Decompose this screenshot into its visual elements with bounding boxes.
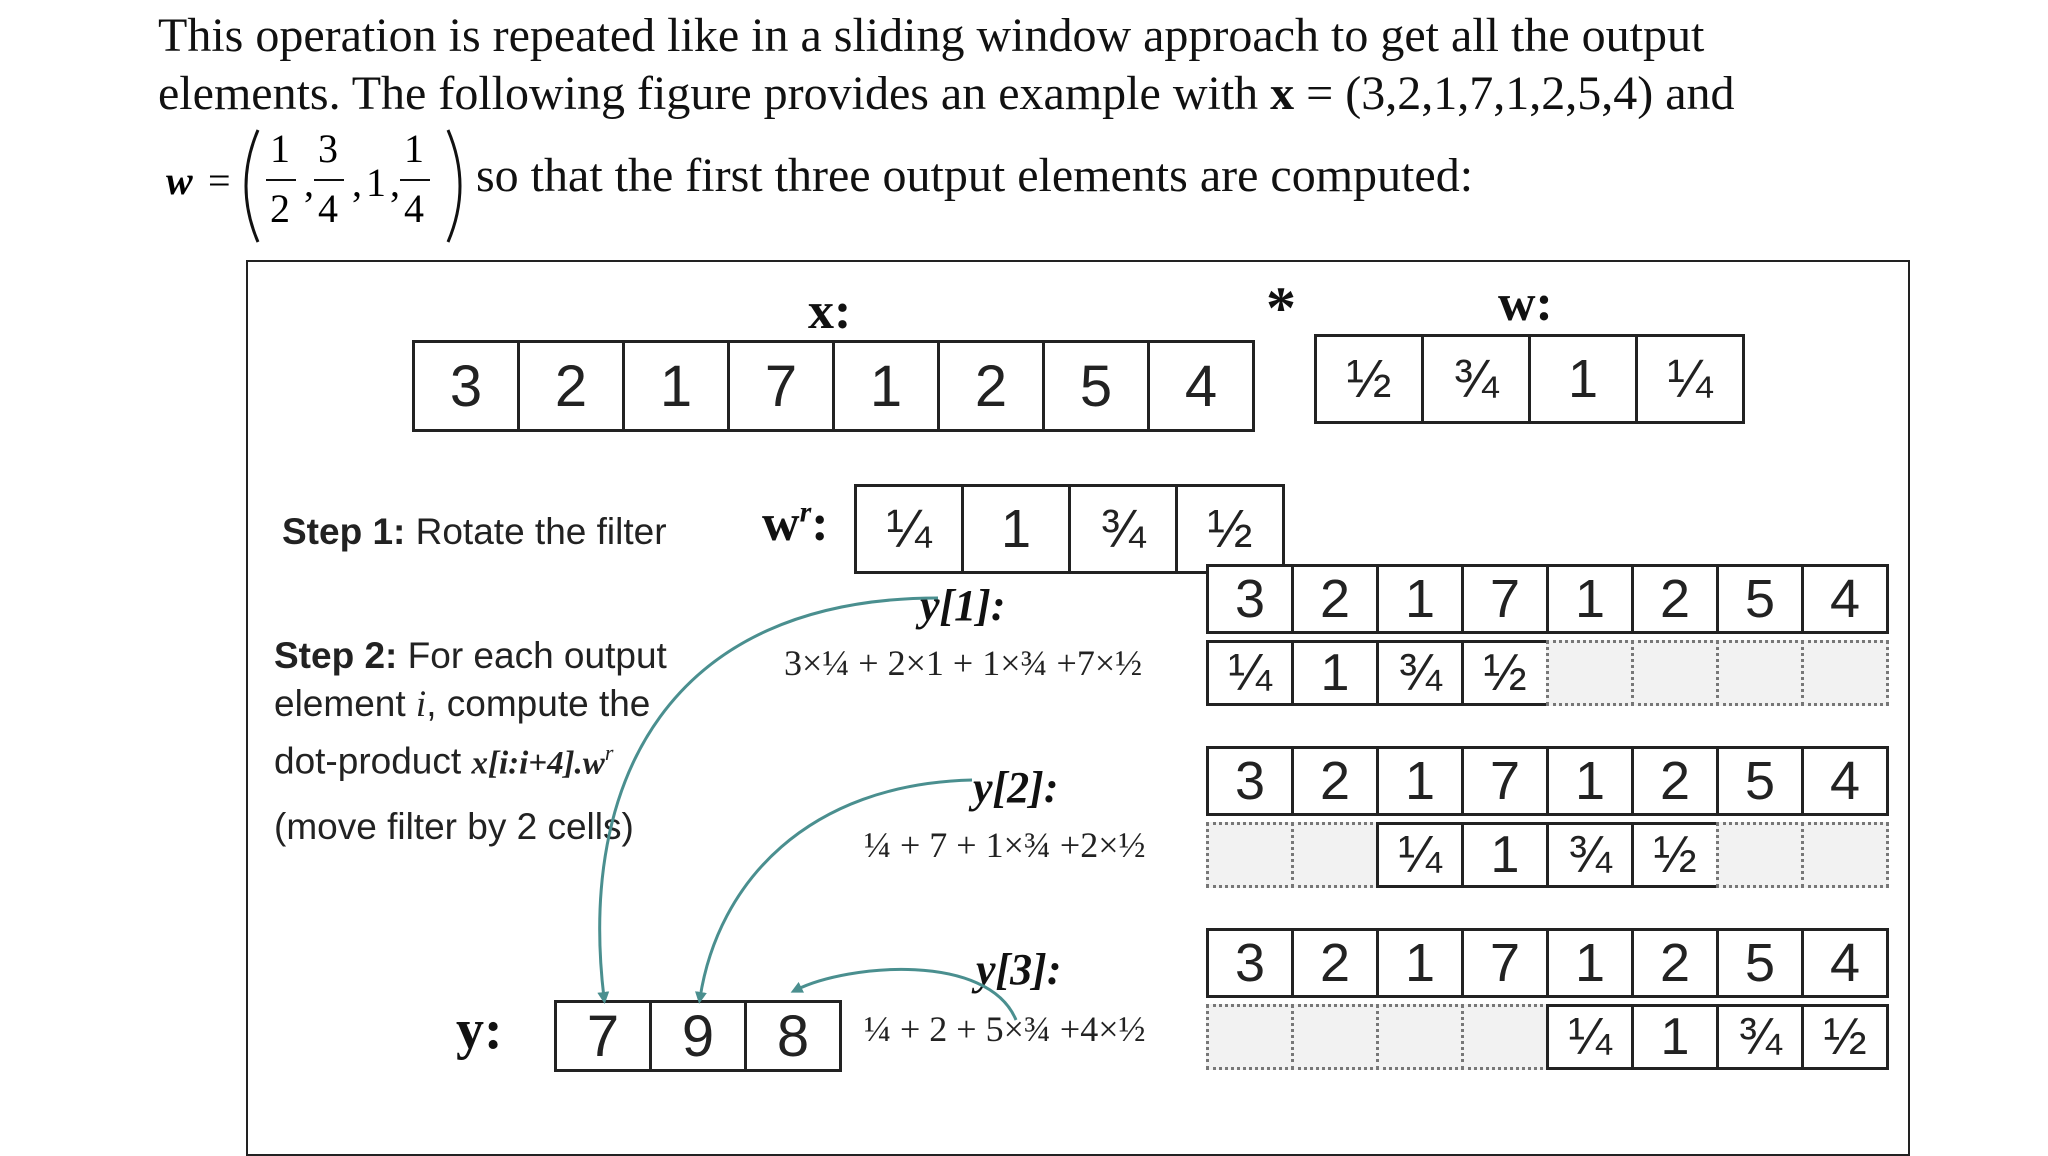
row-2-filter-cell: ¾ [1546, 822, 1634, 888]
paragraph-line-3: so that the first three output elements are computed: [476, 149, 1474, 202]
row-2-filter-cell: 1 [1461, 822, 1549, 888]
wr-cell-4: ½ [1175, 484, 1285, 574]
row-1-x-cell-6: 2 [1631, 564, 1719, 634]
fraction-comma: , [304, 160, 314, 205]
w-cell-3: 1 [1528, 334, 1638, 424]
row-1-filter-cell: ½ [1461, 640, 1549, 706]
row-1-x-cell-4: 7 [1461, 564, 1549, 634]
row-3-x-cell-4: 7 [1461, 928, 1549, 998]
row-3-x-cell-1: 3 [1206, 928, 1294, 998]
fraction-numerator: 1 [270, 126, 290, 171]
paragraph-line-1: This operation is repeated like in a sliding window approach to get all the output [158, 9, 1705, 62]
row-3-x-cell-2: 2 [1291, 928, 1379, 998]
x-cell-3: 1 [622, 340, 730, 432]
x-cell-7: 5 [1042, 340, 1150, 432]
fraction-denominator: 2 [270, 186, 290, 231]
row-3-x-cell-6: 2 [1631, 928, 1719, 998]
x-label: x: [808, 283, 852, 340]
paragraph-line-2-start: elements. The following figure provides an example with [158, 67, 1271, 120]
row-3-output-label: y[3]: [976, 945, 1062, 994]
y-cell-1: 7 [554, 1000, 652, 1072]
fraction-denominator: 4 [318, 186, 338, 231]
y-label: y: [456, 999, 503, 1061]
fraction-numerator: 1 [404, 126, 424, 171]
row-1-x-cell-8: 4 [1801, 564, 1889, 634]
paragraph-line-2-end: = (3,2,1,7,1,2,5,4) and [1294, 67, 1735, 120]
y-cell-2: 9 [649, 1000, 747, 1072]
row-3-x-cell-5: 1 [1546, 928, 1634, 998]
w-symbol: w [166, 158, 193, 203]
paragraph-line-2 [158, 66, 1735, 122]
row-1-filter-cell: 1 [1291, 640, 1379, 706]
step1-heading: Step 1: [282, 511, 406, 552]
w-equals: = [208, 158, 231, 203]
fraction-comma: , [390, 160, 400, 205]
step2-dot-product-sup: r [604, 740, 614, 765]
wr-colon: : [811, 495, 829, 552]
row-2-expression: ¼ + 7 + 1×¾ +2×½ [864, 825, 1146, 865]
row-1-x-cell-5: 1 [1546, 564, 1634, 634]
row-2-x-cell-8: 4 [1801, 746, 1889, 816]
step2-line-2-b: , compute the [426, 683, 651, 724]
row-3-filter-cell: 1 [1631, 1004, 1719, 1070]
fraction-whole: 1 [366, 160, 386, 205]
x-cell-2: 2 [517, 340, 625, 432]
row-2-x-cell-2: 2 [1291, 746, 1379, 816]
row-2-x-cell-6: 2 [1631, 746, 1719, 816]
step2-note: (move filter by 2 cells) [274, 806, 634, 848]
arrow-y1 [600, 598, 938, 998]
row-1-x-cell-1: 3 [1206, 564, 1294, 634]
w-vector-formula [158, 122, 468, 252]
convolution-star: * [1266, 275, 1296, 341]
wr-cell-2: 1 [961, 484, 1071, 574]
fraction-denominator: 4 [404, 186, 424, 231]
arrows-layer [248, 262, 1908, 1154]
row-3-x-cell-7: 5 [1716, 928, 1804, 998]
row-2-filter-cell: ½ [1631, 822, 1719, 888]
row-3-x-cell-3: 1 [1376, 928, 1464, 998]
w-cell-1: ½ [1314, 334, 1424, 424]
x-cell-6: 2 [937, 340, 1045, 432]
row-3-filter-cell: ¾ [1716, 1004, 1804, 1070]
y-cell-3: 8 [744, 1000, 842, 1072]
w-label: w: [1498, 275, 1553, 332]
row-2-x-cell-1: 3 [1206, 746, 1294, 816]
fraction-comma: , [352, 160, 362, 205]
row-2-x-cell-3: 1 [1376, 746, 1464, 816]
w-cell-2: ¾ [1421, 334, 1531, 424]
wr-symbol: w [762, 495, 800, 552]
row-1-x-cell-7: 5 [1716, 564, 1804, 634]
row-2-x-cell-4: 7 [1461, 746, 1549, 816]
step2-heading: Step 2: [274, 635, 398, 676]
row-1-filter-cell: ¼ [1206, 640, 1294, 706]
row-1-output-label: y[1]: [920, 581, 1006, 630]
w-cell-4: ¼ [1635, 334, 1745, 424]
step2-line-3-a: dot-product [274, 740, 472, 782]
x-cell-5: 1 [832, 340, 940, 432]
step2-line-2-a: element [274, 683, 416, 724]
row-3-x-cell-8: 4 [1801, 928, 1889, 998]
row-3-expression: ¼ + 2 + 5×¾ +4×½ [864, 1009, 1146, 1049]
wr-superscript: r [799, 495, 812, 529]
row-1-x-cell-2: 2 [1291, 564, 1379, 634]
x-cell-8: 4 [1147, 340, 1255, 432]
step2-line-2-i: i [415, 684, 427, 725]
arrow-y3 [796, 969, 1016, 1020]
x-cell-4: 7 [727, 340, 835, 432]
convolution-figure [246, 260, 1910, 1156]
row-3-filter-cell: ½ [1801, 1004, 1889, 1070]
row-3-filter-cell: ¼ [1546, 1004, 1634, 1070]
wr-cell-3: ¾ [1068, 484, 1178, 574]
w-fractions [266, 126, 430, 231]
wr-cell-1: ¼ [854, 484, 964, 574]
row-1-filter-cell: ¾ [1376, 640, 1464, 706]
fraction-numerator: 3 [318, 126, 338, 171]
x-vector-symbol: x [1270, 67, 1295, 120]
arrow-y2 [700, 780, 972, 998]
row-2-x-cell-7: 5 [1716, 746, 1804, 816]
row-2-filter-cell: ¼ [1376, 822, 1464, 888]
row-1-expression: 3×¼ + 2×1 + 1×¾ +7×½ [784, 643, 1143, 683]
step1-description: Rotate the filter [405, 511, 667, 552]
step2-line-1-text: For each output [397, 635, 667, 676]
x-cell-1: 3 [412, 340, 520, 432]
row-2-x-cell-5: 1 [1546, 746, 1634, 816]
step2-dot-product-expr: x[i:i+4].w [471, 745, 605, 782]
row-2-output-label: y[2]: [973, 763, 1059, 812]
row-1-x-cell-3: 1 [1376, 564, 1464, 634]
